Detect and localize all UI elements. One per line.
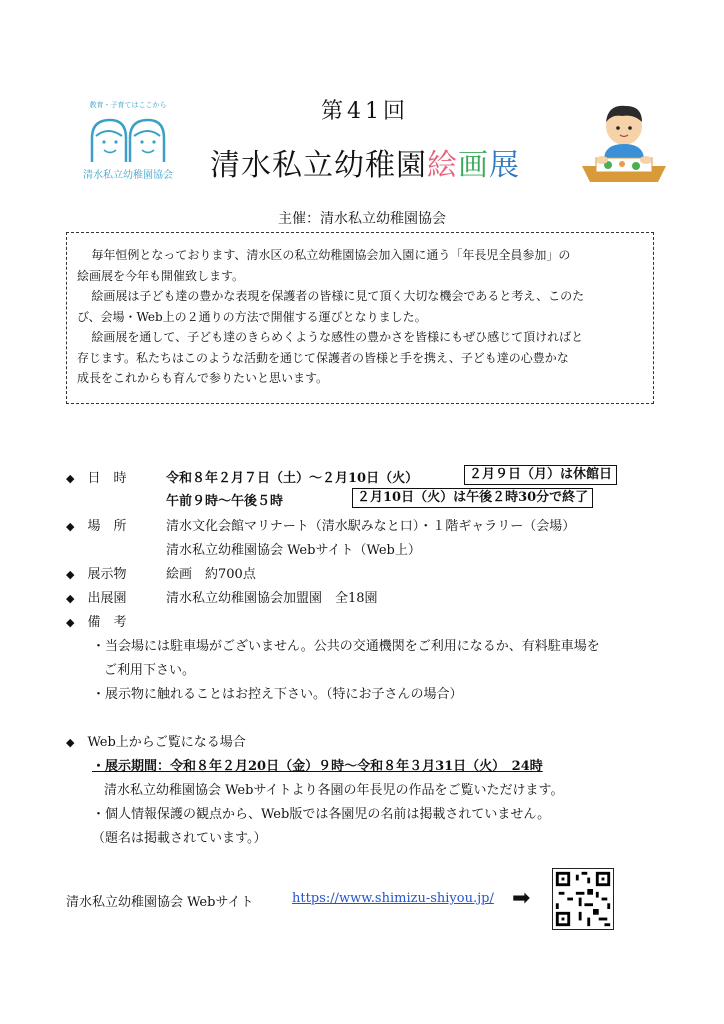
intro-paragraph-3: 絵画展を通して、子ども達のきらめくような感性の豊かさを皆様にもぜひ感じて頂ければと 存じます。私たちはこのような活動を通じて保護者の皆様と手を携え、子ども達の心豊かな 成長をこれからも育んで参りたいと思います。: [77, 330, 584, 385]
notes-label: ◆ 備 考: [66, 615, 127, 630]
time-value: 午前９時〜午後５時: [166, 494, 284, 509]
edition-label: 第41回: [321, 99, 409, 124]
page-title: [200, 140, 530, 184]
web-line-2: ・個人情報保護の観点から、Web版では各園児の名前は掲載されていません。: [92, 807, 551, 822]
website-link[interactable]: https://www.shimizu-shiyou.jp/: [292, 891, 494, 906]
footer-label: 清水私立幼稚園協会 Webサイト: [66, 895, 254, 910]
date-value: 令和８年２月７日（土）〜２月10日（火）: [166, 471, 419, 486]
title-main: 清水私立幼稚園: [210, 148, 427, 183]
association-logo: [72, 100, 184, 188]
place-value-venue: 清水文化会館マリナート（清水駅みなと口）・１階ギャラリー（会場）: [166, 519, 576, 534]
web-line-1: 清水私立幼稚園協会 Webサイトより各園の年長児の作品をご覧いただけます。: [104, 783, 564, 798]
exhibit-value: 絵画 約700点: [166, 567, 256, 582]
web-line-3: （題名は掲載されています。）: [92, 831, 267, 846]
child-drawing-illustration: [578, 100, 670, 184]
qr-code[interactable]: [552, 868, 614, 930]
last-day-note: ２月10日（火）は午後２時30分で終了: [352, 488, 593, 508]
place-value-web: 清水私立幼稚園協会 Webサイト（Web上）: [166, 543, 421, 558]
place-label: ◆ 場 所: [66, 519, 127, 534]
intro-paragraph-1: 毎年恒例となっております、清水区の私立幼稚園協会加入園に通う「年長児全員参加」の 絵画展を今年も開催致します。: [77, 248, 571, 283]
note-parking: ・当会場には駐車場がございません。公共の交通機関をご利用になるか、有料駐車場を: [92, 639, 600, 654]
note-no-touch: ・展示物に触れることはお控え下さい。（特にお子さんの場合）: [92, 687, 463, 702]
title-char-2: 画: [458, 148, 489, 183]
arrow-right-icon: ➡: [512, 886, 531, 911]
note-parking-cont: ご利用下さい。: [104, 663, 196, 678]
schools-label: ◆ 出展園: [66, 591, 127, 606]
organizer-line: 主催：清水私立幼稚園協会: [278, 211, 446, 227]
exhibit-label: ◆ 展示物: [66, 567, 127, 582]
intro-box: [66, 232, 654, 404]
date-label: ◆ 日 時: [66, 471, 127, 486]
logo-tagline: 教育・子育てはここから: [89, 101, 167, 109]
web-heading: ◆ Web上からご覧になる場合: [66, 735, 246, 750]
web-period: ・展示期間：令和８年２月20日（金）９時〜令和８年３月31日（火） 24時: [92, 759, 543, 774]
schools-value: 清水私立幼稚園協会加盟園 全18園: [166, 591, 378, 606]
closed-day-note: ２月９日（月）は休館日: [464, 465, 617, 485]
title-char-3: 展: [489, 148, 520, 183]
title-char-1: 絵: [427, 148, 458, 183]
intro-paragraph-2: 絵画展は子ども達の豊かな表現を保護者の皆様に見て頂く大切な機会であると考え、このた び、会場・Web上の２通りの方法で開催する運びとなりました。: [77, 289, 585, 324]
logo-faces-icon: [86, 112, 170, 166]
logo-name: 清水私立幼稚園協会: [83, 170, 173, 181]
